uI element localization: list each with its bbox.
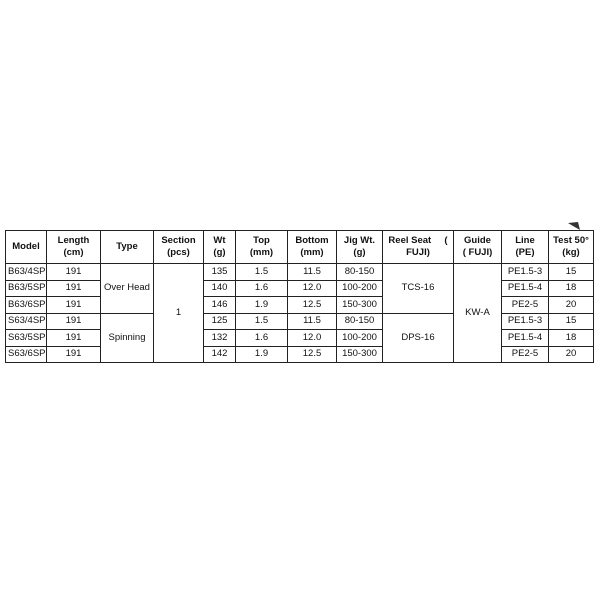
cell-jig-wt: 100-200 (337, 330, 383, 347)
cell-section: 1 (154, 264, 204, 363)
header-reel-seat: Reel Seat ( FUJI) (383, 231, 454, 264)
header-row (6, 231, 594, 264)
table-row (6, 330, 594, 347)
cell-wt: 142 (204, 346, 236, 363)
cell-top: 1.6 (236, 280, 288, 297)
cell-wt: 135 (204, 264, 236, 281)
cell-bottom: 11.5 (288, 264, 337, 281)
cell-bottom: 12.5 (288, 297, 337, 314)
cell-jig-wt: 150-300 (337, 297, 383, 314)
cell-test: 20 (549, 346, 594, 363)
header-wt: Wt (g) (204, 231, 236, 264)
header-length: Length (cm) (47, 231, 101, 264)
cell-wt: 140 (204, 280, 236, 297)
cell-length: 191 (47, 330, 101, 347)
cell-bottom: 12.0 (288, 280, 337, 297)
cell-model: S63/5SP (6, 330, 47, 347)
header-test: Test 50° (kg) (549, 231, 594, 264)
cell-length: 191 (47, 297, 101, 314)
header-type: Type (101, 231, 154, 264)
cell-bottom: 11.5 (288, 313, 337, 330)
cell-model: B63/5SP (6, 280, 47, 297)
table-row (6, 280, 594, 297)
cell-length: 191 (47, 280, 101, 297)
cell-top: 1.6 (236, 330, 288, 347)
cell-length: 191 (47, 264, 101, 281)
cell-reel-seat-tcs: TCS-16 (383, 264, 454, 314)
cell-jig-wt: 100-200 (337, 280, 383, 297)
cell-line: PE1.5-3 (502, 313, 549, 330)
cell-line: PE1.5-4 (502, 330, 549, 347)
table-row (6, 297, 594, 314)
cell-bottom: 12.5 (288, 346, 337, 363)
spec-table (5, 230, 594, 363)
header-jig-wt: Jig Wt. (g) (337, 231, 383, 264)
cell-test: 15 (549, 313, 594, 330)
table-row (6, 313, 594, 330)
cell-line: PE2-5 (502, 297, 549, 314)
cell-model: B63/4SP (6, 264, 47, 281)
header-model: Model (6, 231, 47, 264)
header-top: Top (mm) (236, 231, 288, 264)
header-line: Line (PE) (502, 231, 549, 264)
cell-top: 1.5 (236, 313, 288, 330)
table-row (6, 346, 594, 363)
cell-top: 1.5 (236, 264, 288, 281)
cell-top: 1.9 (236, 297, 288, 314)
cell-test: 18 (549, 280, 594, 297)
cell-line: PE1.5-4 (502, 280, 549, 297)
cell-bottom: 12.0 (288, 330, 337, 347)
cell-reel-seat-dps: DPS-16 (383, 313, 454, 363)
cell-wt: 132 (204, 330, 236, 347)
cell-test: 20 (549, 297, 594, 314)
cell-top: 1.9 (236, 346, 288, 363)
cell-model: S63/6SP (6, 346, 47, 363)
cell-wt: 146 (204, 297, 236, 314)
cell-type-spinning: Spinning (101, 313, 154, 363)
cell-jig-wt: 80-150 (337, 264, 383, 281)
cell-test: 18 (549, 330, 594, 347)
cell-type-over-head: Over Head (101, 264, 154, 314)
header-bottom: Bottom (mm) (288, 231, 337, 264)
cell-line: PE2-5 (502, 346, 549, 363)
cell-model: S63/4SP (6, 313, 47, 330)
cell-jig-wt: 80-150 (337, 313, 383, 330)
header-section: Section (pcs) (154, 231, 204, 264)
cell-test: 15 (549, 264, 594, 281)
cell-line: PE1.5-3 (502, 264, 549, 281)
table-row (6, 264, 594, 281)
cell-model: B63/6SP (6, 297, 47, 314)
cell-jig-wt: 150-300 (337, 346, 383, 363)
header-guide: Guide ( FUJI) (454, 231, 502, 264)
cell-wt: 125 (204, 313, 236, 330)
cell-length: 191 (47, 346, 101, 363)
cell-guide: KW-A (454, 264, 502, 363)
cell-length: 191 (47, 313, 101, 330)
